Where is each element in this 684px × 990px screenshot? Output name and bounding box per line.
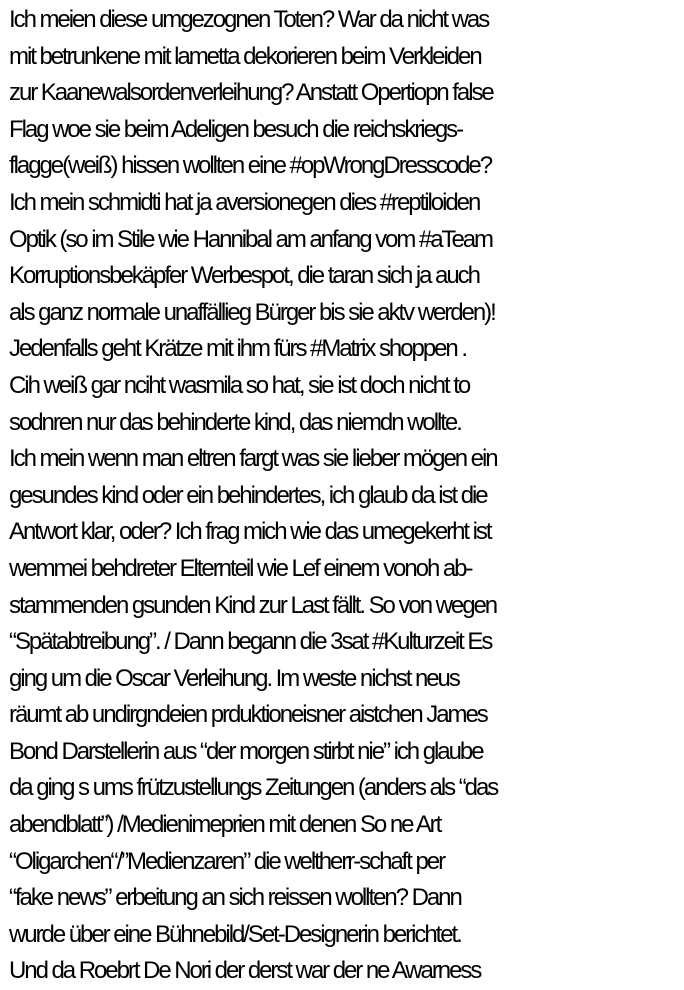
text-line: “Oligarchen“/”Medienzaren” die weltherr-schaft per bbox=[9, 847, 445, 875]
text-line: ging um die Oscar Verleihung. Im weste nichst neus bbox=[9, 664, 459, 692]
text-line: Ich mein wenn man eltren fargt was sie lieber mögen ein bbox=[9, 445, 497, 473]
text-line: stammenden gsunden Kind zur Last fällt. So von wegen bbox=[9, 591, 497, 619]
text-line: gesundes kind oder ein behindertes, ich glaub da ist die bbox=[9, 481, 487, 509]
body-text bbox=[9, 2, 684, 990]
text-line: wemmei behdreter Elternteil wie Lef einem vonoh ab- bbox=[9, 554, 472, 582]
text-line: Optik (so im Stile wie Hannibal am anfang vom #aTeam bbox=[9, 225, 492, 253]
text-line: “fake news” erbeitung an sich reissen wollten? Dann bbox=[9, 884, 461, 912]
text-line: zur Kaanewalsordenverleihung? Anstatt Opertiopn false bbox=[9, 79, 493, 107]
text-line: wurde über eine Bühnebild/Set-Designerin berichtet. bbox=[9, 920, 461, 948]
text-line: Korruptionsbekäpfer Werbespot, die taran sich ja auch bbox=[9, 262, 479, 290]
text-line: sodnren nur das behinderte kind, das niemdn wollte. bbox=[9, 408, 461, 436]
text-line: Jedenfalls geht Krätze mit ihm fürs #Matrix shoppen . bbox=[9, 335, 466, 363]
text-line: Und da Roebrt De Nori der derst war der ne Awarness bbox=[9, 957, 481, 985]
text-line: Antwort klar, oder? Ich frag mich wie das umegekerht ist bbox=[9, 518, 491, 546]
text-line: Ich meien diese umgezognen Toten? War da nicht was bbox=[9, 6, 489, 33]
text-line: als ganz normale unaffällieg Bürger bis sie aktv werden)! bbox=[9, 298, 495, 326]
text-line: abendblatt”) /Medienimeprien mit denen So ne Art bbox=[9, 811, 441, 839]
text-line: “Spätabtreibung”. / Dann begann die 3sat #Kulturzeit Es bbox=[9, 628, 492, 656]
text-line: flagge(weiß) hissen wollten eine #opWrongDresscode? bbox=[9, 152, 491, 180]
text-line: Bond Darstellerin aus “der morgen stirbt nie” ich glaube bbox=[9, 737, 483, 765]
text-line: Cih weiß gar nciht wasmila so hat, sie ist doch nicht to bbox=[9, 371, 470, 399]
text-line: da ging s ums frützustellungs Zeitungen (anders als “das bbox=[9, 774, 498, 802]
text-line: Flag woe sie beim Adeligen besuch die reichskriegs- bbox=[9, 115, 463, 143]
text-line: räumt ab undirgndeien prduktioneisner aistchen James bbox=[9, 701, 487, 729]
text-line: Ich mein schmidti hat ja aversionegen dies #reptiloiden bbox=[9, 188, 480, 216]
text-line: mit betrunkene mit lametta dekorieren beim Verkleiden bbox=[9, 42, 481, 70]
